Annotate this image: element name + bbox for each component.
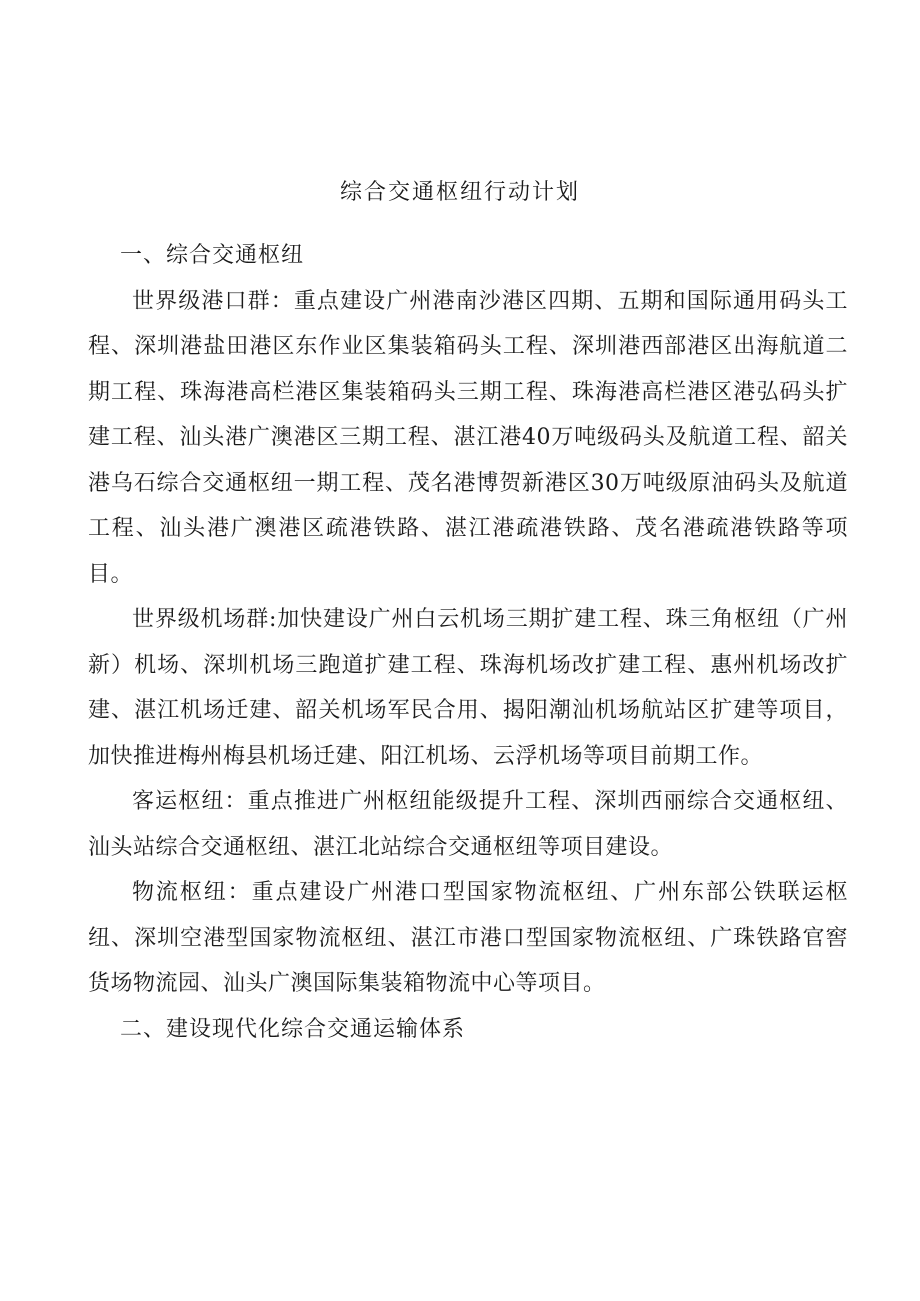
document-body bbox=[88, 233, 848, 1052]
paragraph-ports: 世界级港口群：重点建设广州港南沙港区四期、五期和国际通用码头工程、深圳港盐田港区东作业区集装箱码头工程、深圳港西部港区出海航道二期工程、珠海港高栏港区集装箱码头三期工程、珠海港高栏港区港弘码头扩建工程、汕头港广澳港区三期工程、湛江港40万吨级码头及航道工程、韶关港乌石综合交通枢纽一期工程、茂名港博贺新港区30万吨级原油码头及航道工程、汕头港广澳港区疏港铁路、湛江港疏港铁路、茂名港疏港铁路等项目。 bbox=[88, 288, 848, 587]
paragraph-passenger-hubs: 客运枢纽：重点推进广州枢纽能级提升工程、深圳西丽综合交通枢纽、汕头站综合交通枢纽、湛江北站综合交通枢纽等项目建设。 bbox=[88, 789, 848, 860]
paragraph-airports: 世界级机场群:加快建设广州白云机场三期扩建工程、珠三角枢纽（广州新）机场、深圳机场三跑道扩建工程、珠海机场改扩建工程、惠州机场改扩建、湛江机场迁建、韶关机场军民合用、揭阳潮汕机场航站区扩建等项目，加快推进梅州梅县机场迁建、阳江机场、云浮机场等项目前期工作。 bbox=[88, 607, 848, 769]
paragraph-logistics-hubs: 物流枢纽：重点建设广州港口型国家物流枢纽、广州东部公铁联运枢纽、深圳空港型国家物流枢纽、湛江市港口型国家物流枢纽、广珠铁路官窖货场物流园、汕头广澳国际集装箱物流中心等项目。 bbox=[88, 880, 848, 996]
document-title: 综合交通枢纽行动计划 bbox=[339, 180, 580, 205]
section-heading-2: 二、建设现代化综合交通运输体系 bbox=[120, 1016, 466, 1042]
section-heading-1: 一、综合交通枢纽 bbox=[120, 243, 305, 268]
